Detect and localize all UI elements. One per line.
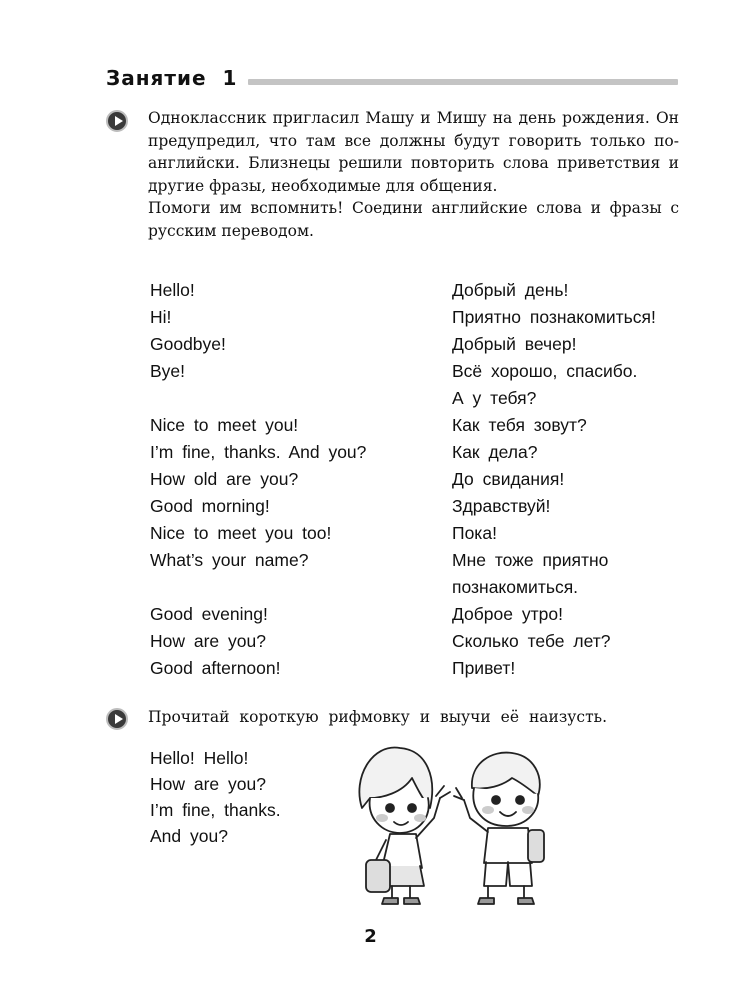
english-phrase: Goodbye! [150,334,226,354]
russian-phrase: До свидания! [452,469,565,489]
russian-phrase: Приятно познакомиться! [452,307,656,327]
rhyme-line: How are you? [150,774,266,794]
lesson-header [106,66,678,96]
task1-paragraph-1: Одноклассник пригласил Машу и Мишу на день рождения. Он предупредил, что там все должны будут говорить только по-английски. Близнецы решили повторить слова приветствия и другие фразы, необходимые для общения. [148,109,679,195]
russian-phrase: Пока! [452,523,497,543]
girl-figure [359,748,450,904]
rhyme-text [150,748,340,858]
english-phrase: I’m fine, thanks. And you? [150,442,367,462]
english-phrase: How old are you? [150,469,299,489]
russian-phrase: А у тебя? [452,388,537,408]
girl-and-boy-waving-illustration [352,738,552,908]
rhyme-line: Hello! Hello! [150,748,249,768]
rhyme-line: I’m fine, thanks. [150,800,281,820]
russian-phrase: Мне тоже приятно [452,550,609,570]
page-number: 2 [364,926,377,947]
lesson-title: Занятие 1 [106,66,238,90]
english-phrase: Good morning! [150,496,270,516]
english-phrase: Good evening! [150,604,268,624]
russian-phrase: Добрый вечер! [452,334,577,354]
russian-phrase: Как тебя зовут? [452,415,587,435]
russian-phrase: Добрый день! [452,280,569,300]
russian-phrase: Доброе утро! [452,604,563,624]
play-bullet-icon [106,708,128,730]
english-phrase: Nice to meet you too! [150,523,332,543]
english-phrase: Hello! [150,280,195,300]
russian-phrase: Сколько тебе лет? [452,631,611,651]
english-phrase: Bye! [150,361,186,381]
play-bullet-icon [106,110,128,132]
russian-phrase: Привет! [452,658,516,678]
task1-paragraph-2: Помоги им вспомнить! Соедини английские слова и фразы с русским переводом. [148,199,679,240]
title-rule [248,79,678,85]
russian-phrase: Как дела? [452,442,538,462]
task1-text [148,107,679,242]
english-phrase: How are you? [150,631,266,651]
russian-phrase: Всё хорошо, спасибо. [452,361,638,381]
english-phrase: Good afternoon! [150,658,281,678]
english-phrase: Hi! [150,307,172,327]
rhyme-line: And you? [150,826,228,846]
english-phrase: What’s your name? [150,550,309,570]
english-phrases-column [150,280,430,700]
russian-phrase: Здравствуй! [452,496,551,516]
russian-phrases-column [452,280,692,700]
english-phrase: Nice to meet you! [150,415,299,435]
task2-instruction: Прочитай короткую рифмовку и выучи её наизусть. [148,708,608,726]
boy-figure [454,753,544,904]
russian-phrase: познакомиться. [452,577,579,597]
